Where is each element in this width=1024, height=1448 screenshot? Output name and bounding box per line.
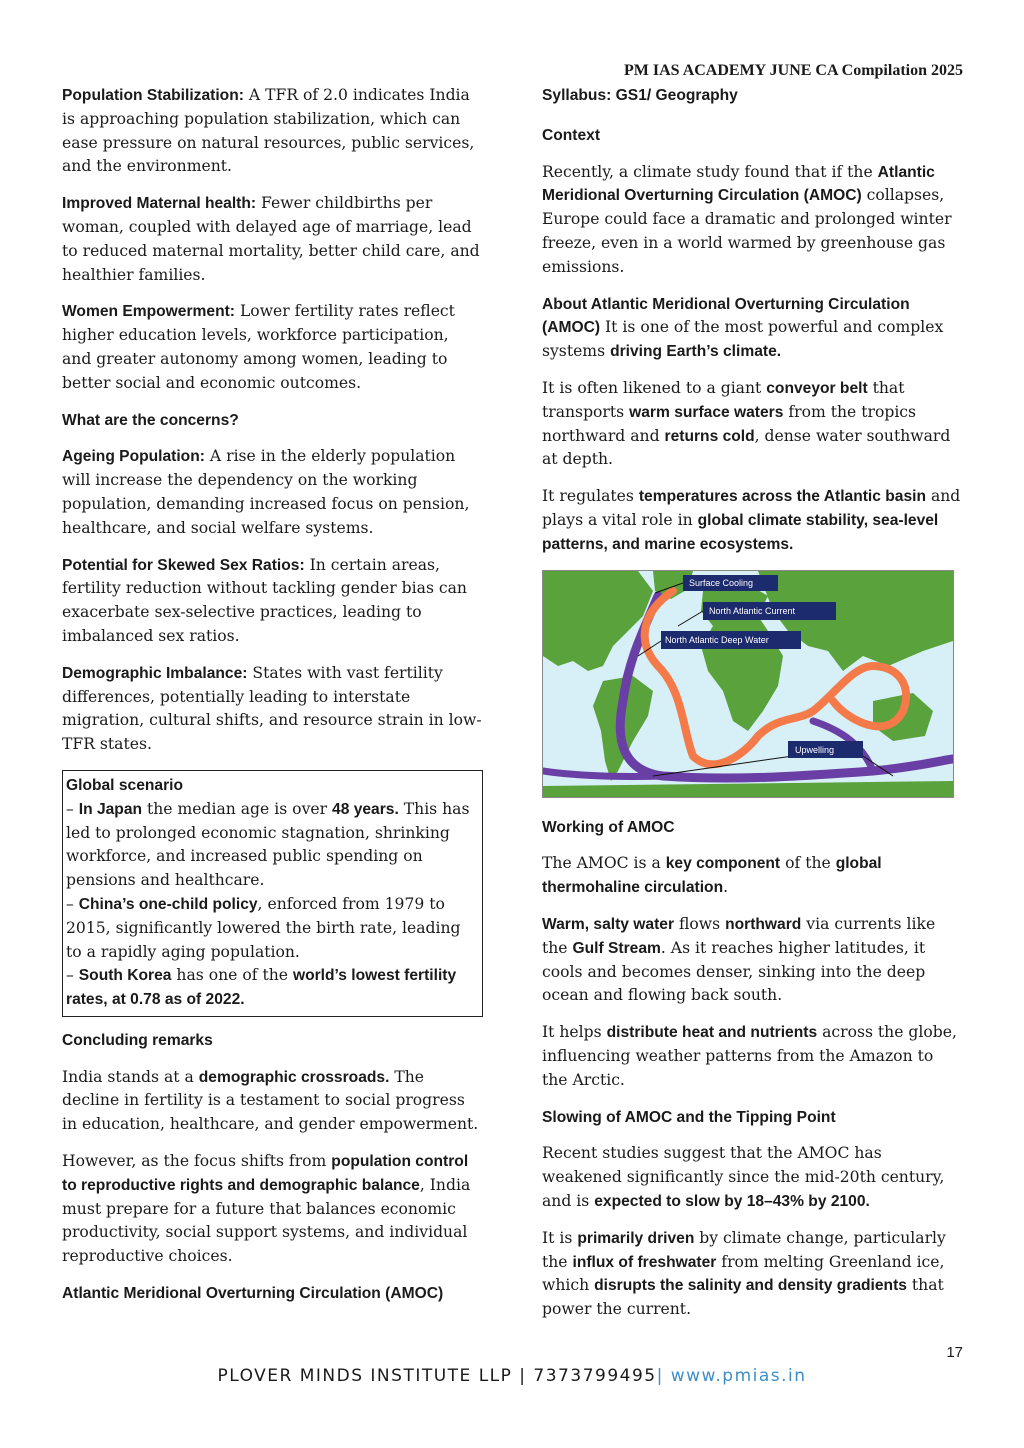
japan-line: – In Japan the median age is over 48 years. This has led to prolonged economic stagnation, shrinking workforce, and increased public spending on pensions and healthcare. xyxy=(66,799,470,890)
page-number: 17 xyxy=(946,1344,963,1361)
china-line: – China’s one-child policy, enforced from 1979 to 2015, significantly lowered the birth rate, leading to a rapidly aging population. xyxy=(66,894,461,961)
focus-shift-paragraph: However, as the focus shifts from population control to reproductive rights and demographic balance, India must prepare for a future that balances economic productivity, social support systems, and individual reproductive choices. xyxy=(62,1152,471,1266)
maternal-health-paragraph: Improved Maternal health: Fewer childbirths per woman, coupled with delayed age of marriage, lead to reduced maternal mortality, better child care, and healthier families. xyxy=(62,194,480,284)
ageing-population-paragraph: Ageing Population: A rise in the elderly population will increase the dependency on the working population, demanding increased focus on pension, healthcare, and social welfare systems. xyxy=(62,447,470,537)
context-heading: Context xyxy=(542,126,601,144)
syllabus-line: Syllabus: GS1/ Geography xyxy=(542,87,738,104)
footer-org: PLOVER MINDS INSTITUTE LLP | 7373799495 xyxy=(217,1366,657,1386)
concluding-heading: Concluding remarks xyxy=(62,1031,213,1049)
header-title: PM IAS ACADEMY JUNE CA Compilation 2025 xyxy=(624,62,963,79)
demographic-imbalance-paragraph: Demographic Imbalance: States with vast fertility differences, potentially leading to interstate migration, cultural shifts, and resource strain in low-TFR states. xyxy=(62,663,482,754)
amoc-circulation-diagram xyxy=(542,570,954,798)
warm-salty-water-paragraph: Warm, salty water flows northward via currents like the Gulf Stream. As it reaches higher latitudes, it cools and becomes denser, sinking into the deep ocean and flowing back south. xyxy=(542,914,936,1005)
population-stabilization-paragraph: Population Stabilization: A TFR of 2.0 indicates India is approaching population stabilization, which can ease pressure on natural resources, public services, and the environment. xyxy=(62,86,475,176)
footer-separator: | xyxy=(656,1366,664,1386)
global-scenario-box xyxy=(62,770,483,1017)
surface-cooling-label: Surface Cooling xyxy=(689,577,754,588)
recent-studies-paragraph: Recent studies suggest that the AMOC has weakened significantly since the mid-20th century, and is expected to slow by 18–43% by 2100. xyxy=(542,1144,945,1210)
left-column xyxy=(62,84,482,1319)
distribute-heat-paragraph: It helps distribute heat and nutrients across the globe, influencing weather patterns from the Amazon to the Arctic. xyxy=(542,1023,957,1089)
working-heading: Working of AMOC xyxy=(542,818,675,836)
amoc-map-svg xyxy=(543,571,953,797)
women-empowerment-paragraph: Women Empowerment: Lower fertility rates reflect higher education levels, workforce participation, and greater autonomy among women, leading to better social and economic outcomes. xyxy=(62,302,455,392)
primarily-driven-paragraph: It is primarily driven by climate change, particularly the influx of freshwater from melting Greenland ice, which disrupts the salinity and density gradients that power the current. xyxy=(542,1228,946,1319)
about-amoc-paragraph: About Atlantic Meridional Overturning Circulation (AMOC) It is one of the most powerful and complex systems driving Earth’s climate. xyxy=(542,295,944,361)
north-atlantic-deep-water-label: North Atlantic Deep Water xyxy=(665,634,769,645)
upwelling-label: Upwelling xyxy=(795,744,835,755)
footer-website-link[interactable]: www.pmias.in xyxy=(663,1366,807,1386)
north-atlantic-current-label: North Atlantic Current xyxy=(709,605,796,616)
skewed-sex-ratios-paragraph: Potential for Skewed Sex Ratios: In certain areas, fertility reduction without tackling gender bias can exacerbate sex-selective practices, leading to imbalanced sex ratios. xyxy=(62,555,467,645)
regulates-paragraph: It regulates temperatures across the Atlantic basin and plays a vital role in global climate stability, sea-level patterns, and marine ecosystems. xyxy=(542,487,961,553)
context-paragraph: Recently, a climate study found that if the Atlantic Meridional Overturning Circulation (AMOC) collapses, Europe could face a dramatic and prolonged winter freeze, even in a world warmed by greenhouse gas emissions. xyxy=(542,162,952,276)
crossroads-paragraph: India stands at a demographic crossroads. The decline in fertility is a testament to social progress in education, healthcare, and gender empowerment. xyxy=(62,1067,479,1134)
global-scenario-title: Global scenario xyxy=(66,776,183,794)
footer xyxy=(0,1366,1024,1386)
key-component-paragraph: The AMOC is a key component of the global thermohaline circulation. xyxy=(542,854,882,897)
slowing-heading: Slowing of AMOC and the Tipping Point xyxy=(542,1108,836,1126)
south-korea-line: – South Korea has one of the world’s lowest fertility rates, at 0.78 as of 2022. xyxy=(66,966,457,1009)
concerns-heading: What are the concerns? xyxy=(62,411,239,429)
conveyor-belt-paragraph: It is often likened to a giant conveyor belt that transports warm surface waters from the tropics northward and returns cold, dense water southward at depth. xyxy=(542,378,951,469)
amoc-section-heading: Atlantic Meridional Overturning Circulation (AMOC) xyxy=(62,1285,444,1303)
right-column xyxy=(542,84,962,1335)
